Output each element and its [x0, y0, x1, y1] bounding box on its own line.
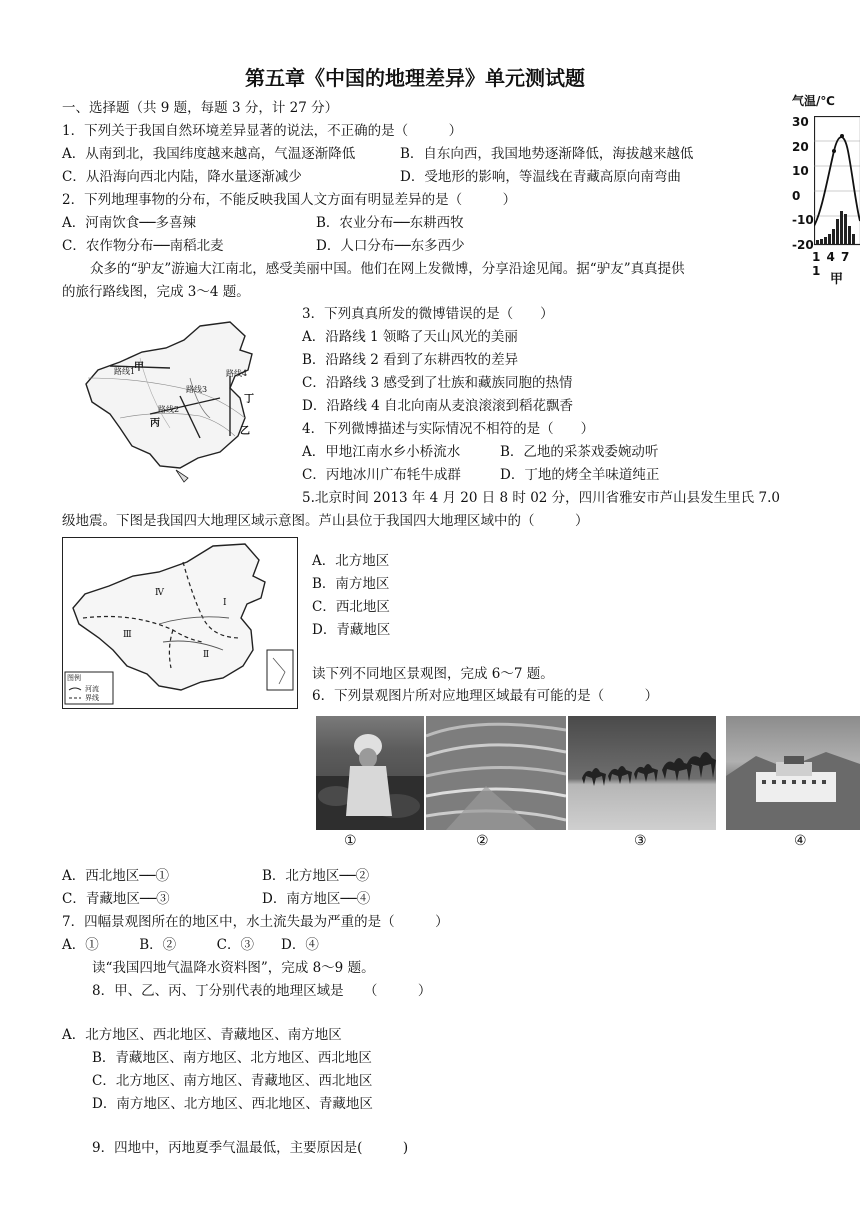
q5-stem-line1: 5.北京时间 2013 年 4 月 20 日 8 时 02 分，四川省雅安市芦山县发生里氏 7.0: [302, 490, 780, 506]
q3-option-b: B．沿路线 2 看到了东耕西牧的差异: [302, 352, 519, 368]
q5-option-a: A．北方地区: [312, 553, 390, 569]
q4-stem: 4．下列微博描述与实际情况不相符的是（ ）: [302, 421, 595, 437]
region-IV-label: Ⅳ: [155, 588, 164, 598]
intro-3-4-line1: 众多的“驴友”游遍大江南北，感受美丽中国。他们在网上发微博，分享沿途见闻。据“驴友”真真提供: [90, 261, 685, 277]
china-outline-map-2: [63, 538, 297, 708]
place-ding: 丁: [244, 394, 254, 405]
route-1-label: 路线1: [114, 367, 136, 376]
intro-3-4-line2: 的旅行路线图，完成 3～4 题。: [62, 284, 250, 300]
q6-option-b: B．北方地区──②: [262, 868, 370, 884]
q6-option-a: A．西北地区──①: [62, 868, 170, 884]
q5-option-c: C．西北地区: [312, 599, 390, 615]
four-regions-map: [62, 537, 298, 709]
q1-stem: 1．下列关于我国自然环境差异显著的说法，不正确的是（ ）: [62, 123, 463, 139]
route-3-label: 路线3: [186, 385, 208, 394]
q4-option-d: D．丁地的烤全羊味道纯正: [500, 467, 660, 483]
q5-stem-line2: 级地震。下图是我国四大地理区域示意图。芦山县位于我国四大地理区域中的（ ）: [62, 513, 589, 529]
route-4-label: 路线4: [226, 369, 248, 378]
q2-stem: 2．下列地理事物的分布，不能反映我国人文方面有明显差异的是（ ）: [62, 192, 517, 208]
photo-4-number: ④: [794, 833, 807, 849]
region-II-label: Ⅱ: [203, 650, 210, 660]
q5-option-d: D．青藏地区: [312, 622, 391, 638]
q1-option-d: D．受地形的影响，等温线在青藏高原向南弯曲: [400, 169, 681, 185]
q7-options: A．① B．② C．③ D．④: [62, 937, 319, 953]
q5-option-b: B．南方地区: [312, 576, 390, 592]
page-title: 第五章《中国的地理差异》单元测试题: [245, 66, 585, 90]
region-I-label: Ⅰ: [223, 598, 227, 608]
q1-option-a: A．从南到北，我国纬度越来越高，气温逐渐降低: [62, 146, 356, 162]
climate-chart-plot: [814, 116, 860, 246]
landscape-photo-1: [316, 716, 424, 830]
q8-option-b: B．青藏地区、南方地区、北方地区、西北地区: [92, 1050, 372, 1066]
q3-option-d: D．沿路线 4 自北向南从麦浪滚滚到稻花飘香: [302, 398, 573, 414]
climate-chart-name: 甲: [830, 272, 844, 287]
q4-option-b: B．乙地的采茶戏委婉动听: [500, 444, 659, 460]
photo-3-number: ③: [634, 833, 647, 849]
q2-option-d: D．人口分布──东多西少: [316, 238, 465, 254]
q2-option-c: C．农作物分布──南稻北麦: [62, 238, 224, 254]
q2-option-a: A．河南饮食──多喜辣: [62, 215, 197, 231]
climate-chart-ticks: 30 20 10 0 -10 -20: [792, 115, 814, 252]
place-jia: 甲: [134, 362, 144, 373]
climate-chart-ylabel: 气温/℃: [792, 94, 835, 108]
photo-1-number: ①: [344, 833, 357, 849]
route-2-label: 路线2: [158, 405, 180, 414]
climate-chart: [782, 92, 860, 292]
travel-route-map: [80, 318, 280, 484]
q3-option-a: A．沿路线 1 领略了天山风光的美丽: [302, 329, 518, 345]
map2-legend-title: 图例: [67, 674, 81, 682]
q4-option-a: A．甲地江南水乡小桥流水: [302, 444, 461, 460]
place-bing: 丙: [150, 418, 160, 429]
q8-stem: 8．甲、乙、丙、丁分别代表的地理区域是 （ ）: [92, 983, 432, 999]
q9-stem: 9．四地中，丙地夏季气温最低，主要原因是( ): [92, 1140, 409, 1156]
photo-2-number: ②: [476, 833, 489, 849]
q3-stem: 3．下列真真所发的微博错误的是（ ）: [302, 306, 554, 322]
q8-option-c: C．北方地区、南方地区、青藏地区、西北地区: [92, 1073, 373, 1089]
section-heading: 一、选择题（共 9 题，每题 3 分，计 27 分）: [62, 100, 339, 116]
place-yi: 乙: [240, 426, 250, 437]
q6-option-c: C．青藏地区──③: [62, 891, 170, 907]
q6-option-d: D．南方地区──④: [262, 891, 371, 907]
map2-legend-border: 界线: [85, 694, 99, 702]
landscape-photo-2: [426, 716, 566, 830]
region-III-label: Ⅲ: [123, 630, 132, 640]
landscape-photo-4: [726, 716, 860, 830]
q3-option-c: C．沿路线 3 感受到了壮族和藏族同胞的热情: [302, 375, 573, 391]
q2-option-b: B．农业分布──东耕西牧: [316, 215, 464, 231]
map2-legend-river: 河流: [85, 685, 99, 693]
intro-6-7: 读下列不同地区景观图，完成 6～7 题。: [312, 666, 554, 682]
climate-chart-months: 1 4 7 1: [812, 250, 851, 278]
q7-stem: 7．四幅景观图所在的地区中，水土流失最为严重的是（ ）: [62, 914, 449, 930]
q6-stem: 6．下列景观图片所对应地理区域最有可能的是（ ）: [312, 688, 659, 704]
q1-option-b: B．自东向西，我国地势逐渐降低，海拔越来越低: [400, 146, 694, 162]
intro-8-9: 读“我国四地气温降水资料图”，完成 8～9 题。: [92, 960, 375, 976]
q8-option-a: A．北方地区、西北地区、青藏地区、南方地区: [62, 1027, 342, 1043]
landscape-photo-3: [568, 716, 716, 830]
q8-option-d: D．南方地区、北方地区、西北地区、青藏地区: [92, 1096, 373, 1112]
q4-option-c: C．丙地冰川广布牦牛成群: [302, 467, 461, 483]
q1-option-c: C．从沿海向西北内陆，降水量逐渐减少: [62, 169, 302, 185]
